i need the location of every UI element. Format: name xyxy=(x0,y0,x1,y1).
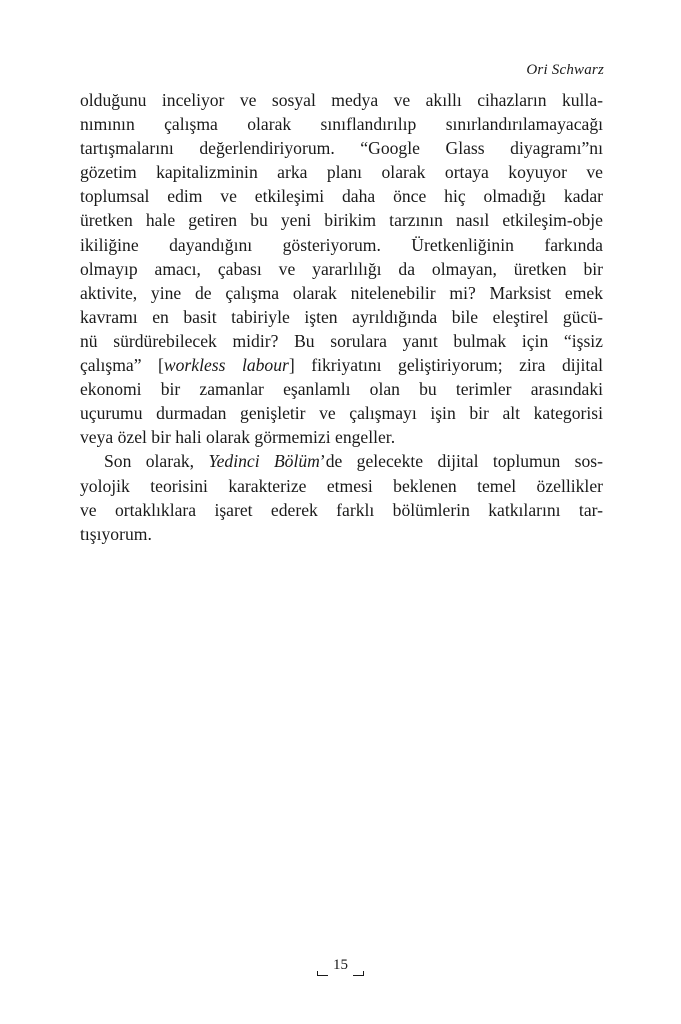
text-line xyxy=(80,449,603,473)
text-line: yolojik teorisini karakterize etmesi beklenen temel özellikler xyxy=(80,475,603,496)
italic-chapter-title: Yedinci Bölüm xyxy=(208,451,320,472)
running-header-author: Ori Schwarz xyxy=(526,62,604,78)
text-line: tartışmalarını değerlendiriyorum. “Google Glass diyagramı”nı xyxy=(80,138,603,159)
text-line: ve ortaklıklara işaret ederek farklı bölümlerin katkılarını tar- xyxy=(80,499,603,520)
text-line: gözetim kapitalizminin arka planı olarak ortaya koyuyor ve xyxy=(80,162,603,183)
text-run: çalışma” [ xyxy=(80,355,164,376)
text-line: olmayıp amacı, çabası ve yararlılığı da olmayan, üretken bir xyxy=(80,258,603,279)
text-line: ekonomi bir zamanlar eşanlamlı olan bu terimler arasındaki xyxy=(80,379,603,400)
text-line: üretken hale getiren bu yeni birikim tarzının nasıl etkileşim-obje xyxy=(80,210,603,231)
text-line: kavramı en basit tabiriyle işten ayrıldığında bile eleştirel gücü- xyxy=(80,306,603,327)
text-line: toplumsal edim ve etkileşimi daha önce hiç olmadığı kadar xyxy=(80,186,603,207)
body-text xyxy=(80,88,603,546)
text-line: olduğunu inceliyor ve sosyal medya ve akıllı cihazların kulla- xyxy=(80,90,603,110)
text-run: ] fikriyatını geliştiriyorum; zira dijital xyxy=(288,355,603,376)
text-line xyxy=(80,353,603,377)
text-line: uçurumu durmadan genişletir ve çalışmayı işin bir alt kategorisi xyxy=(80,403,603,424)
page-number-frame xyxy=(321,956,360,976)
page-number-bracket-right xyxy=(353,971,364,976)
page-number: 15 xyxy=(333,957,348,973)
text-line: veya özel bir hali olarak görmemizi engeller. xyxy=(80,427,396,448)
text-run: ’de gelecekte dijital toplumun sos- xyxy=(319,451,603,472)
italic-term: workless labour xyxy=(163,355,289,376)
text-line: aktivite, yine de çalışma olarak nitelenebilir mi? Marksist emek xyxy=(80,282,603,303)
text-line: ikiliğine dayandığını gösteriyorum. Üretkenliğinin farkında xyxy=(80,234,603,255)
text-run: Son olarak, xyxy=(104,451,209,472)
page-number-bracket-left xyxy=(317,971,328,976)
text-line: nımının çalışma olarak sınıflandırılıp sınırlandırılamayacağı xyxy=(80,114,603,135)
text-line: nü sürdürebilecek midir? Bu sorulara yanıt bulmak için “işsiz xyxy=(80,330,603,351)
page-footer xyxy=(0,956,681,976)
text-line: tışıyorum. xyxy=(80,523,152,544)
